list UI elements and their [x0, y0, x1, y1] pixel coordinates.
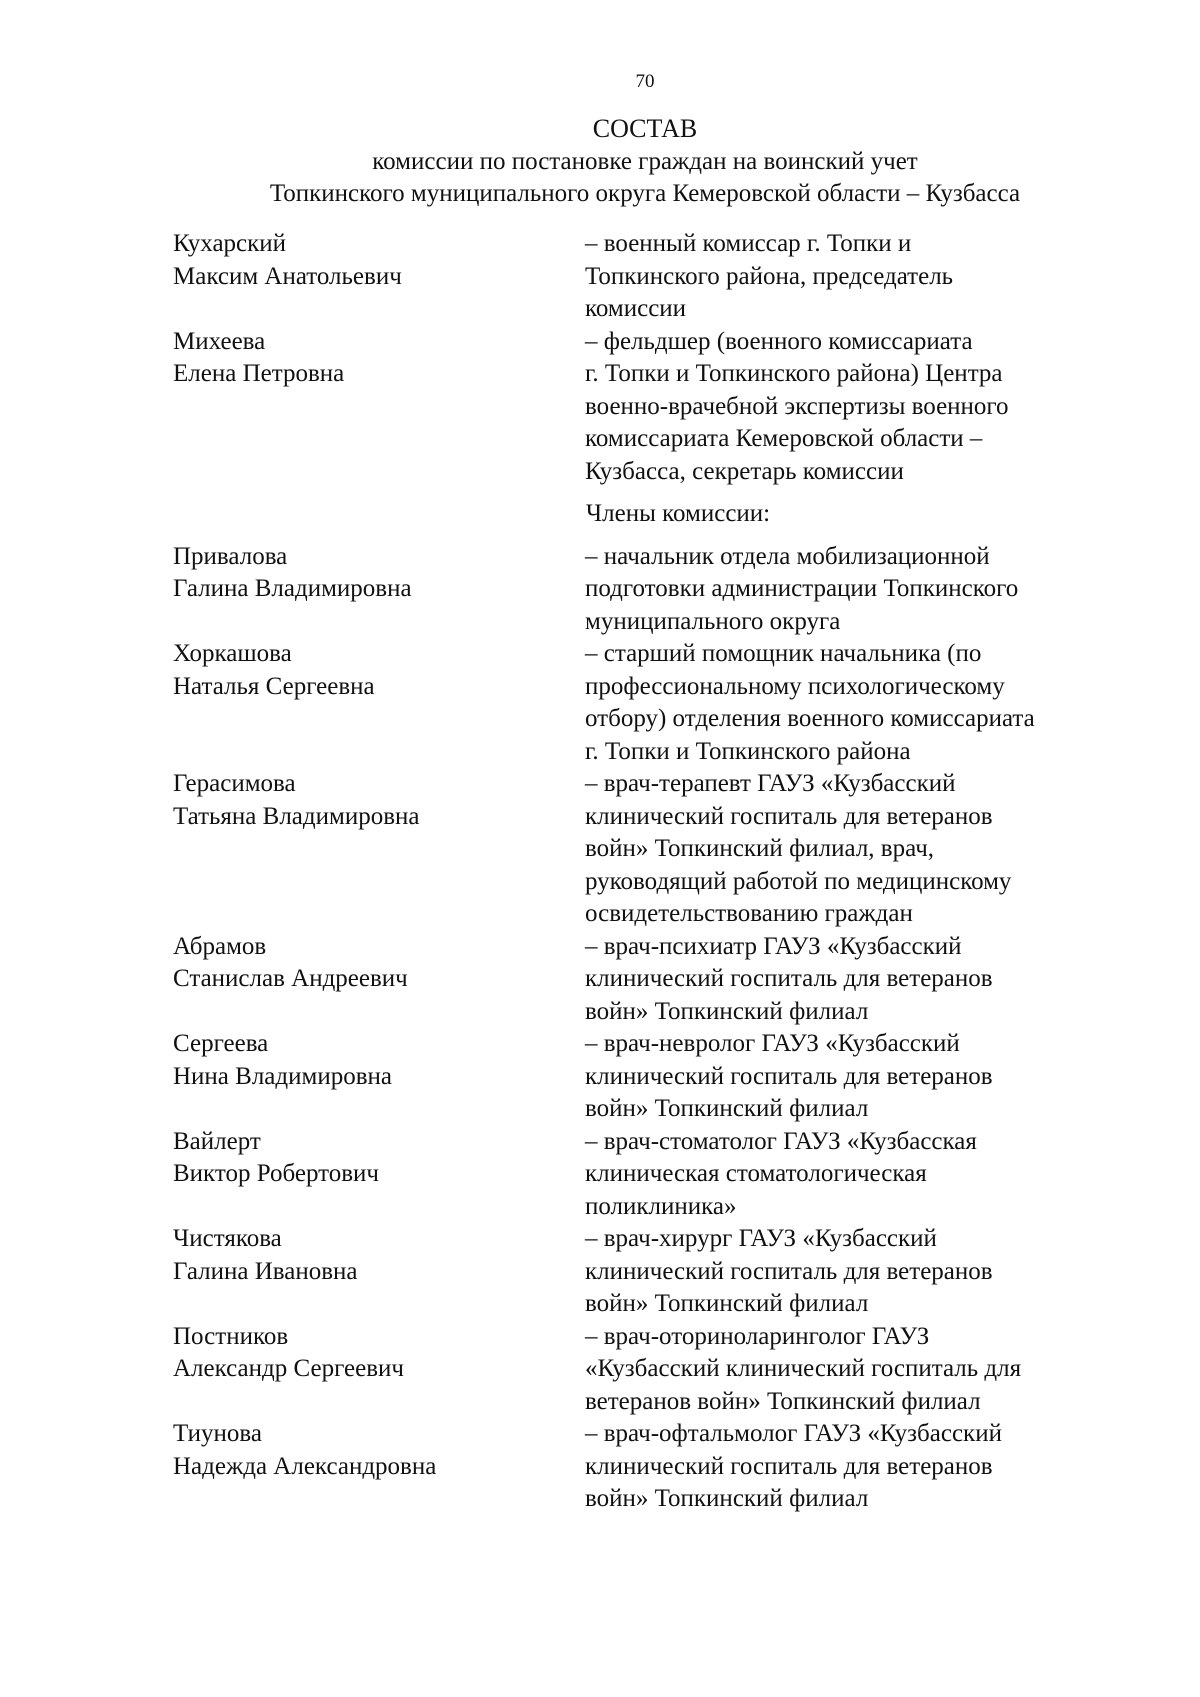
person-name [173, 1223, 585, 1321]
role-line: – врач-офтальмолог ГАУЗ «Кузбасский [585, 1420, 1002, 1447]
person-role [585, 228, 1105, 326]
person-surname: Сергеева [173, 1030, 269, 1057]
person-role [585, 1126, 1105, 1224]
commission-entry [173, 1126, 1103, 1224]
commission-entry [173, 1028, 1103, 1126]
person-given-names: Татьяна Владимировна [173, 802, 420, 830]
role-line: клинический госпиталь для ветеранов [585, 802, 993, 830]
role-line: клинический госпиталь для ветеранов [585, 1257, 993, 1285]
commission-entry [173, 931, 1103, 1029]
commission-entry [173, 228, 1103, 326]
person-surname: Тиунова [173, 1420, 262, 1447]
person-name [173, 228, 585, 326]
commission-entry [173, 1223, 1103, 1321]
person-surname: Вайлерт [173, 1127, 261, 1155]
person-name [173, 638, 585, 768]
role-line: – старший помощник начальника (по [585, 640, 982, 667]
person-given-names: Станислав Андреевич [173, 965, 408, 992]
commission-entry [173, 541, 1103, 639]
role-line: военно-врачебной экспертизы военного [585, 392, 1009, 420]
role-line: войн» Топкинский филиал [585, 1290, 869, 1317]
members-heading: Члены комиссии: [585, 500, 771, 527]
role-line: клинический госпиталь для ветеранов [585, 1452, 993, 1480]
person-surname: Михеева [173, 327, 266, 355]
person-surname: Постников [173, 1322, 289, 1350]
person-surname: Герасимова [173, 770, 296, 797]
person-given-names: Наталья Сергеевна [173, 672, 375, 700]
role-line: клиническая стоматологическая [585, 1160, 927, 1187]
person-role [585, 1028, 1105, 1126]
role-line: «Кузбасский клинический госпиталь для [585, 1355, 1022, 1382]
person-name [173, 541, 585, 639]
role-line: комиссариата Кемеровской области – [585, 425, 983, 452]
role-line: муниципального округа [585, 607, 841, 635]
role-line: – врач-невролог ГАУЗ «Кузбасский [585, 1030, 960, 1057]
person-name [173, 1126, 585, 1224]
person-name [173, 326, 585, 489]
commission-entry [173, 768, 1103, 931]
role-line: комиссии [585, 295, 687, 322]
person-surname: Кухарский [173, 230, 287, 257]
role-line: – фельдшер (военного комиссариата [585, 327, 973, 355]
commission-list [173, 228, 1103, 1516]
role-line: ветеранов войн» Топкинский филиал [585, 1387, 981, 1415]
person-surname: Чистякова [173, 1225, 282, 1252]
person-role [585, 326, 1105, 489]
members-list [173, 541, 1103, 1516]
commission-entry [173, 1418, 1103, 1516]
commission-entry [173, 638, 1103, 768]
role-line: г. Топки и Топкинского района) Центра [585, 360, 1003, 387]
role-line: – начальник отдела мобилизационной [585, 542, 990, 570]
title-line-1: комиссии по постановке граждан на воинский учет [372, 148, 918, 175]
role-line: – врач-оториноларинголог ГАУЗ [585, 1322, 930, 1350]
role-line: – врач-психиатр ГАУЗ «Кузбасский [585, 932, 962, 960]
person-name [173, 768, 585, 931]
role-line: войн» Топкинский филиал [585, 997, 869, 1025]
person-surname: Абрамов [173, 932, 267, 960]
person-role [585, 1321, 1105, 1419]
page-number: 70 [635, 71, 655, 92]
person-role [585, 638, 1105, 768]
person-role [585, 1223, 1105, 1321]
document-title [0, 112, 1200, 210]
person-name [173, 1028, 585, 1126]
person-given-names: Нина Владимировна [173, 1062, 392, 1090]
person-given-names: Александр Сергеевич [173, 1355, 404, 1382]
role-line: клинический госпиталь для ветеранов [585, 1062, 993, 1090]
role-line: Кузбасса, секретарь комиссии [585, 457, 904, 485]
role-line: – врач-хирург ГАУЗ «Кузбасский [585, 1225, 937, 1252]
role-line: войн» Топкинский филиал [585, 1095, 869, 1122]
leadership-list [173, 228, 1103, 488]
title-line-2: Топкинского муниципального округа Кемеровской области – Кузбасса [269, 180, 1021, 207]
role-line: клинический госпиталь для ветеранов [585, 965, 993, 992]
role-line: освидетельствованию граждан [585, 900, 913, 927]
role-line: профессиональному психологическому [585, 672, 1005, 700]
person-surname: Хоркашова [173, 640, 292, 667]
person-name [173, 1418, 585, 1516]
person-given-names: Галина Владимировна [173, 575, 412, 602]
role-line: войн» Топкинский филиал [585, 1485, 869, 1512]
person-given-names: Надежда Александровна [173, 1452, 437, 1480]
role-line: руководящий работой по медицинскому [585, 867, 1012, 895]
person-given-names: Максим Анатольевич [173, 262, 402, 290]
commission-entry [173, 326, 1103, 489]
role-line: – врач-терапевт ГАУЗ «Кузбасский [585, 770, 956, 797]
person-given-names: Галина Ивановна [173, 1257, 358, 1285]
person-role [585, 768, 1105, 931]
role-line: – врач-стоматолог ГАУЗ «Кузбасская [585, 1127, 977, 1155]
role-line: г. Топки и Топкинского района [585, 737, 911, 765]
role-line: войн» Топкинский филиал, врач, [585, 835, 935, 862]
person-role [585, 1418, 1105, 1516]
person-name [173, 931, 585, 1029]
role-line: отбору) отделения военного комиссариата [585, 705, 1035, 732]
person-given-names: Виктор Робертович [173, 1160, 380, 1187]
title-main: СОСТАВ [592, 114, 698, 143]
person-role [585, 931, 1105, 1029]
role-line: Топкинского района, председатель [585, 262, 954, 290]
role-line: – военный комиссар г. Топки и [585, 230, 912, 257]
person-given-names: Елена Петровна [173, 360, 345, 387]
person-role [585, 541, 1105, 639]
person-name [173, 1321, 585, 1419]
commission-entry [173, 1321, 1103, 1419]
role-line: подготовки администрации Топкинского [585, 575, 1019, 602]
role-line: поликлиника» [585, 1192, 737, 1220]
person-surname: Привалова [173, 542, 288, 570]
